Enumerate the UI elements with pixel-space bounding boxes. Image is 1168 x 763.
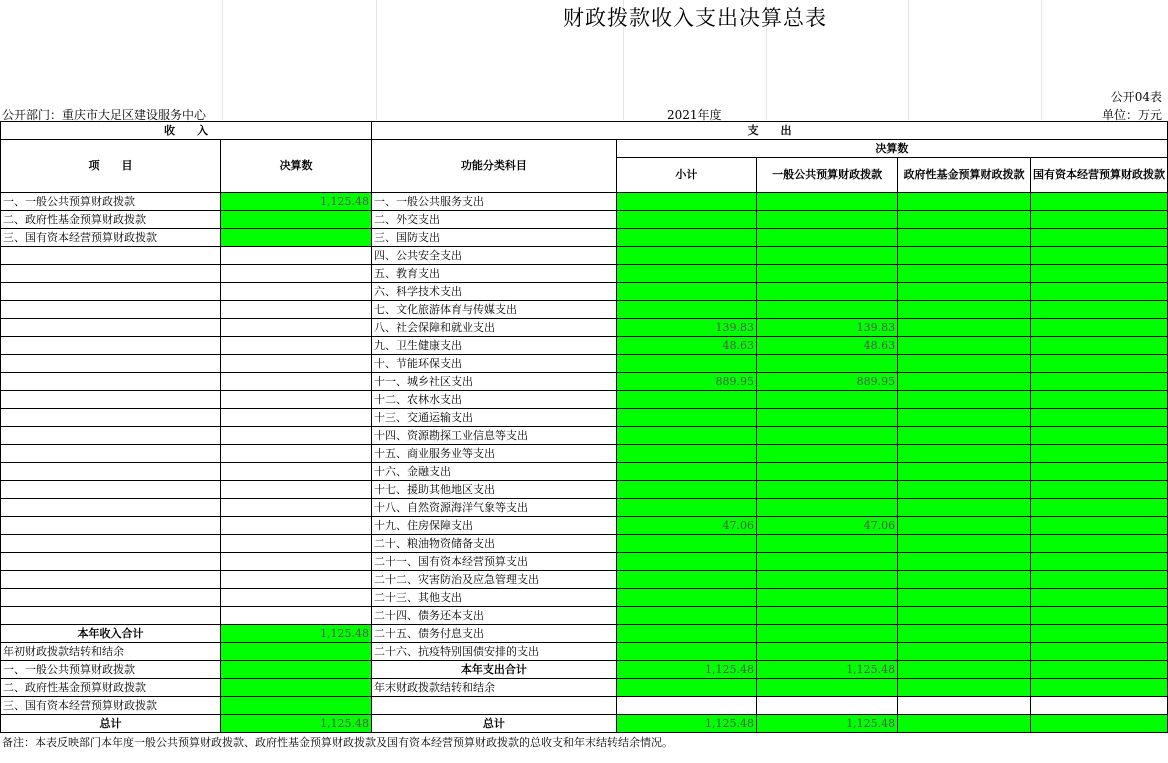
income-item-cell: 一、一般公共预算财政拨款 xyxy=(1,661,221,679)
general-budget-cell xyxy=(757,283,898,301)
state-capital-cell xyxy=(1030,697,1167,715)
state-capital-cell xyxy=(1030,319,1167,337)
general-budget-cell xyxy=(757,589,898,607)
subtotal-cell xyxy=(616,229,756,247)
expense-category-cell: 十九、住房保障支出 xyxy=(372,517,617,535)
expense-category-cell: 本年支出合计 xyxy=(372,661,617,679)
gov-fund-cell xyxy=(898,409,1031,427)
gov-fund-cell xyxy=(898,553,1031,571)
subtotal-cell: 1,125.48 xyxy=(616,661,756,679)
expense-header: 支 出 xyxy=(372,122,1168,140)
subtotal-cell xyxy=(616,481,756,499)
general-budget-cell xyxy=(757,643,898,661)
gov-fund-cell xyxy=(898,463,1031,481)
state-capital-cell xyxy=(1030,517,1167,535)
subtotal-cell xyxy=(616,445,756,463)
income-amount-cell xyxy=(221,481,372,499)
table-row xyxy=(1,373,1168,391)
state-capital-cell xyxy=(1030,625,1167,643)
table-row xyxy=(1,319,1168,337)
gov-fund-cell xyxy=(898,211,1031,229)
general-budget-cell xyxy=(757,697,898,715)
state-capital-cell xyxy=(1030,715,1167,733)
expense-category-cell: 七、文化旅游体育与传媒支出 xyxy=(372,301,617,319)
gov-fund-cell xyxy=(898,517,1031,535)
subtotal-cell xyxy=(616,535,756,553)
general-budget-cell: 1,125.48 xyxy=(757,715,898,733)
income-item-cell xyxy=(1,445,221,463)
income-header: 收 入 xyxy=(1,122,372,140)
state-capital-cell xyxy=(1030,607,1167,625)
income-amount-cell xyxy=(221,499,372,517)
income-item-cell xyxy=(1,463,221,481)
income-amount-cell xyxy=(221,355,372,373)
income-item-cell xyxy=(1,517,221,535)
subtotal-cell xyxy=(616,355,756,373)
income-amount-cell: 1,125.48 xyxy=(221,625,372,643)
general-budget-cell xyxy=(757,679,898,697)
state-capital-cell xyxy=(1030,589,1167,607)
table-row xyxy=(1,193,1168,211)
income-item-cell xyxy=(1,571,221,589)
state-capital-cell xyxy=(1030,301,1167,319)
general-budget-cell xyxy=(757,409,898,427)
general-budget-cell xyxy=(757,427,898,445)
table-row xyxy=(1,283,1168,301)
income-amount-cell xyxy=(221,337,372,355)
gov-fund-cell xyxy=(898,715,1031,733)
gov-fund-cell xyxy=(898,481,1031,499)
general-budget-cell xyxy=(757,391,898,409)
income-amount-cell xyxy=(221,265,372,283)
gov-fund-cell xyxy=(898,697,1031,715)
state-capital-cell xyxy=(1030,553,1167,571)
gov-fund-cell xyxy=(898,193,1031,211)
gov-fund-cell xyxy=(898,535,1031,553)
subtotal-cell xyxy=(616,625,756,643)
table-row xyxy=(1,697,1168,715)
income-item-cell: 本年收入合计 xyxy=(1,625,221,643)
expense-category-cell: 十三、交通运输支出 xyxy=(372,409,617,427)
expense-category-cell: 二十三、其他支出 xyxy=(372,589,617,607)
final-header: 决算数 xyxy=(616,140,1167,158)
expense-category-cell: 二十五、债务付息支出 xyxy=(372,625,617,643)
table-row xyxy=(1,607,1168,625)
income-amount-cell xyxy=(221,661,372,679)
income-amount-cell xyxy=(221,607,372,625)
income-item-cell xyxy=(1,481,221,499)
income-amount-cell xyxy=(221,643,372,661)
table-row xyxy=(1,499,1168,517)
gov-fund-cell xyxy=(898,607,1031,625)
table-row xyxy=(1,571,1168,589)
general-budget-cell xyxy=(757,301,898,319)
general-budget-cell xyxy=(757,211,898,229)
subtotal-cell: 1,125.48 xyxy=(616,715,756,733)
subtotal-header: 小计 xyxy=(616,158,756,193)
income-amount-cell xyxy=(221,427,372,445)
subtotal-cell xyxy=(616,553,756,571)
table-row xyxy=(1,715,1168,733)
gov-fund-cell xyxy=(898,679,1031,697)
subtotal-cell xyxy=(616,283,756,301)
general-budget-cell xyxy=(757,571,898,589)
table-row xyxy=(1,535,1168,553)
subtotal-cell xyxy=(616,247,756,265)
state-capital-cell xyxy=(1030,337,1167,355)
table-row xyxy=(1,265,1168,283)
table-row xyxy=(1,391,1168,409)
income-amount-cell xyxy=(221,247,372,265)
expense-category-cell: 六、科学技术支出 xyxy=(372,283,617,301)
expense-category-cell: 一、一般公共服务支出 xyxy=(372,193,617,211)
subtotal-cell: 47.06 xyxy=(616,517,756,535)
budget-table xyxy=(0,121,1168,733)
table-row xyxy=(1,553,1168,571)
income-item-cell xyxy=(1,319,221,337)
amount-header: 决算数 xyxy=(221,140,372,193)
state-capital-cell xyxy=(1030,373,1167,391)
general-budget-cell xyxy=(757,535,898,553)
expense-category-cell: 二十四、债务还本支出 xyxy=(372,607,617,625)
state-capital-cell xyxy=(1030,499,1167,517)
subtotal-cell xyxy=(616,643,756,661)
income-amount-cell xyxy=(221,409,372,427)
state-capital-cell xyxy=(1030,229,1167,247)
expense-category-cell: 十八、自然资源海洋气象等支出 xyxy=(372,499,617,517)
subtotal-cell xyxy=(616,193,756,211)
general-budget-cell xyxy=(757,445,898,463)
income-item-cell xyxy=(1,391,221,409)
income-item-cell: 二、政府性基金预算财政拨款 xyxy=(1,211,221,229)
state-capital-cell xyxy=(1030,535,1167,553)
income-item-cell xyxy=(1,247,221,265)
table-row xyxy=(1,625,1168,643)
subtotal-cell xyxy=(616,589,756,607)
expense-category-cell: 十六、金融支出 xyxy=(372,463,617,481)
gov-fund-cell xyxy=(898,661,1031,679)
expense-category-cell: 四、公共安全支出 xyxy=(372,247,617,265)
expense-category-cell: 二十一、国有资本经营预算支出 xyxy=(372,553,617,571)
gov-fund-cell xyxy=(898,427,1031,445)
general-budget-cell: 889.95 xyxy=(757,373,898,391)
state-capital-cell xyxy=(1030,355,1167,373)
report-title: 财政拨款收入支出决算总表 xyxy=(563,6,827,30)
gov-fund-cell xyxy=(898,283,1031,301)
gov-fund-cell xyxy=(898,499,1031,517)
income-amount-cell xyxy=(221,517,372,535)
income-item-cell xyxy=(1,265,221,283)
income-item-cell: 三、国有资本经营预算财政拨款 xyxy=(1,697,221,715)
subtotal-cell xyxy=(616,679,756,697)
gov-fund-cell xyxy=(898,571,1031,589)
category-header: 功能分类科目 xyxy=(372,140,617,193)
subtotal-cell xyxy=(616,463,756,481)
income-item-cell xyxy=(1,589,221,607)
table-row xyxy=(1,445,1168,463)
state-capital-cell xyxy=(1030,661,1167,679)
gov-fund-cell xyxy=(898,589,1031,607)
income-amount-cell: 1,125.48 xyxy=(221,715,372,733)
fiscal-year: 2021年度 xyxy=(667,108,722,122)
gov-fund-cell xyxy=(898,643,1031,661)
income-item-cell xyxy=(1,535,221,553)
state-capital-cell xyxy=(1030,643,1167,661)
state-capital-cell xyxy=(1030,409,1167,427)
expense-category-cell: 五、教育支出 xyxy=(372,265,617,283)
department-label: 公开部门：重庆市大足区建设服务中心 xyxy=(2,108,207,122)
income-amount-cell xyxy=(221,697,372,715)
expense-category-cell: 八、社会保障和就业支出 xyxy=(372,319,617,337)
subtotal-cell xyxy=(616,265,756,283)
table-row xyxy=(1,427,1168,445)
income-amount-cell xyxy=(221,553,372,571)
table-row xyxy=(1,679,1168,697)
general-budget-cell xyxy=(757,355,898,373)
subtotal-cell xyxy=(616,301,756,319)
general-budget-cell xyxy=(757,463,898,481)
footnote: 备注：本表反映部门本年度一般公共预算财政拨款、政府性基金预算财政拨款及国有资本经营预算财政拨款的总收支和年末结转结余情况。 xyxy=(2,736,673,749)
subtotal-cell xyxy=(616,409,756,427)
expense-category-cell: 十、节能环保支出 xyxy=(372,355,617,373)
subtotal-cell xyxy=(616,571,756,589)
income-amount-cell xyxy=(221,571,372,589)
gov-fund-header: 政府性基金预算财政拨款 xyxy=(898,158,1031,193)
income-item-cell xyxy=(1,373,221,391)
income-amount-cell xyxy=(221,445,372,463)
income-item-cell xyxy=(1,427,221,445)
gov-fund-cell xyxy=(898,625,1031,643)
gov-fund-cell xyxy=(898,373,1031,391)
gov-fund-cell xyxy=(898,337,1031,355)
income-amount-cell xyxy=(221,535,372,553)
unit-label: 单位：万元 xyxy=(1101,108,1162,122)
income-item-cell: 三、国有资本经营预算财政拨款 xyxy=(1,229,221,247)
subtotal-cell: 889.95 xyxy=(616,373,756,391)
state-capital-cell xyxy=(1030,193,1167,211)
income-item-cell xyxy=(1,553,221,571)
table-row xyxy=(1,229,1168,247)
income-item-cell xyxy=(1,301,221,319)
income-amount-cell xyxy=(221,301,372,319)
subtotal-cell xyxy=(616,391,756,409)
general-budget-cell xyxy=(757,553,898,571)
expense-category-cell: 十二、农林水支出 xyxy=(372,391,617,409)
state-capital-header: 国有资本经营预算财政拨款 xyxy=(1030,158,1167,193)
state-capital-cell xyxy=(1030,679,1167,697)
subtotal-cell xyxy=(616,211,756,229)
general-budget-cell xyxy=(757,229,898,247)
state-capital-cell xyxy=(1030,265,1167,283)
income-item-cell xyxy=(1,409,221,427)
expense-category-cell: 年末财政拨款结转和结余 xyxy=(372,679,617,697)
state-capital-cell xyxy=(1030,427,1167,445)
general-budget-header: 一般公共预算财政拨款 xyxy=(757,158,898,193)
income-amount-cell xyxy=(221,283,372,301)
income-amount-cell xyxy=(221,679,372,697)
expense-category-cell: 二十六、抗疫特别国债安排的支出 xyxy=(372,643,617,661)
table-body xyxy=(1,193,1168,733)
income-amount-cell xyxy=(221,463,372,481)
table-row xyxy=(1,247,1168,265)
income-item-cell: 年初财政拨款结转和结余 xyxy=(1,643,221,661)
income-amount-cell xyxy=(221,373,372,391)
subtotal-cell: 48.63 xyxy=(616,337,756,355)
income-item-cell: 二、政府性基金预算财政拨款 xyxy=(1,679,221,697)
gov-fund-cell xyxy=(898,247,1031,265)
general-budget-cell xyxy=(757,193,898,211)
gov-fund-cell xyxy=(898,319,1031,337)
gov-fund-cell xyxy=(898,355,1031,373)
general-budget-cell xyxy=(757,481,898,499)
state-capital-cell xyxy=(1030,571,1167,589)
gov-fund-cell xyxy=(898,301,1031,319)
expense-category-cell: 十四、资源勘探工业信息等支出 xyxy=(372,427,617,445)
income-amount-cell xyxy=(221,391,372,409)
expense-category-cell: 二、外交支出 xyxy=(372,211,617,229)
expense-category-cell: 九、卫生健康支出 xyxy=(372,337,617,355)
general-budget-cell xyxy=(757,265,898,283)
general-budget-cell xyxy=(757,499,898,517)
item-header: 项 目 xyxy=(1,140,221,193)
table-row xyxy=(1,481,1168,499)
general-budget-cell: 47.06 xyxy=(757,517,898,535)
subtotal-cell xyxy=(616,697,756,715)
expense-category-cell: 三、国防支出 xyxy=(372,229,617,247)
income-item-cell xyxy=(1,607,221,625)
expense-category-cell: 二十二、灾害防治及应急管理支出 xyxy=(372,571,617,589)
state-capital-cell xyxy=(1030,391,1167,409)
expense-category-cell xyxy=(372,697,617,715)
table-row xyxy=(1,643,1168,661)
general-budget-cell: 1,125.48 xyxy=(757,661,898,679)
table-row xyxy=(1,661,1168,679)
state-capital-cell xyxy=(1030,481,1167,499)
income-item-cell xyxy=(1,355,221,373)
general-budget-cell xyxy=(757,607,898,625)
gov-fund-cell xyxy=(898,229,1031,247)
state-capital-cell xyxy=(1030,283,1167,301)
income-amount-cell: 1,125.48 xyxy=(221,193,372,211)
table-row xyxy=(1,517,1168,535)
table-row xyxy=(1,301,1168,319)
income-amount-cell xyxy=(221,589,372,607)
general-budget-cell xyxy=(757,625,898,643)
state-capital-cell xyxy=(1030,247,1167,265)
form-number: 公开04表 xyxy=(1110,90,1162,104)
general-budget-cell xyxy=(757,247,898,265)
table-row xyxy=(1,463,1168,481)
expense-category-cell: 十五、商业服务业等支出 xyxy=(372,445,617,463)
gov-fund-cell xyxy=(898,445,1031,463)
gov-fund-cell xyxy=(898,265,1031,283)
income-item-cell: 一、一般公共预算财政拨款 xyxy=(1,193,221,211)
expense-category-cell: 总计 xyxy=(372,715,617,733)
income-item-cell xyxy=(1,337,221,355)
expense-category-cell: 二十、粮油物资储备支出 xyxy=(372,535,617,553)
subtotal-cell xyxy=(616,499,756,517)
table-row xyxy=(1,337,1168,355)
income-amount-cell xyxy=(221,229,372,247)
gov-fund-cell xyxy=(898,391,1031,409)
state-capital-cell xyxy=(1030,463,1167,481)
income-amount-cell xyxy=(221,319,372,337)
subtotal-cell xyxy=(616,607,756,625)
expense-category-cell: 十一、城乡社区支出 xyxy=(372,373,617,391)
state-capital-cell xyxy=(1030,445,1167,463)
general-budget-cell: 139.83 xyxy=(757,319,898,337)
income-amount-cell xyxy=(221,211,372,229)
table-row xyxy=(1,409,1168,427)
table-row xyxy=(1,589,1168,607)
income-item-cell xyxy=(1,283,221,301)
state-capital-cell xyxy=(1030,211,1167,229)
expense-category-cell: 十七、援助其他地区支出 xyxy=(372,481,617,499)
subtotal-cell: 139.83 xyxy=(616,319,756,337)
income-item-cell xyxy=(1,499,221,517)
income-item-cell: 总计 xyxy=(1,715,221,733)
table-row xyxy=(1,355,1168,373)
general-budget-cell: 48.63 xyxy=(757,337,898,355)
table-row xyxy=(1,211,1168,229)
subtotal-cell xyxy=(616,427,756,445)
